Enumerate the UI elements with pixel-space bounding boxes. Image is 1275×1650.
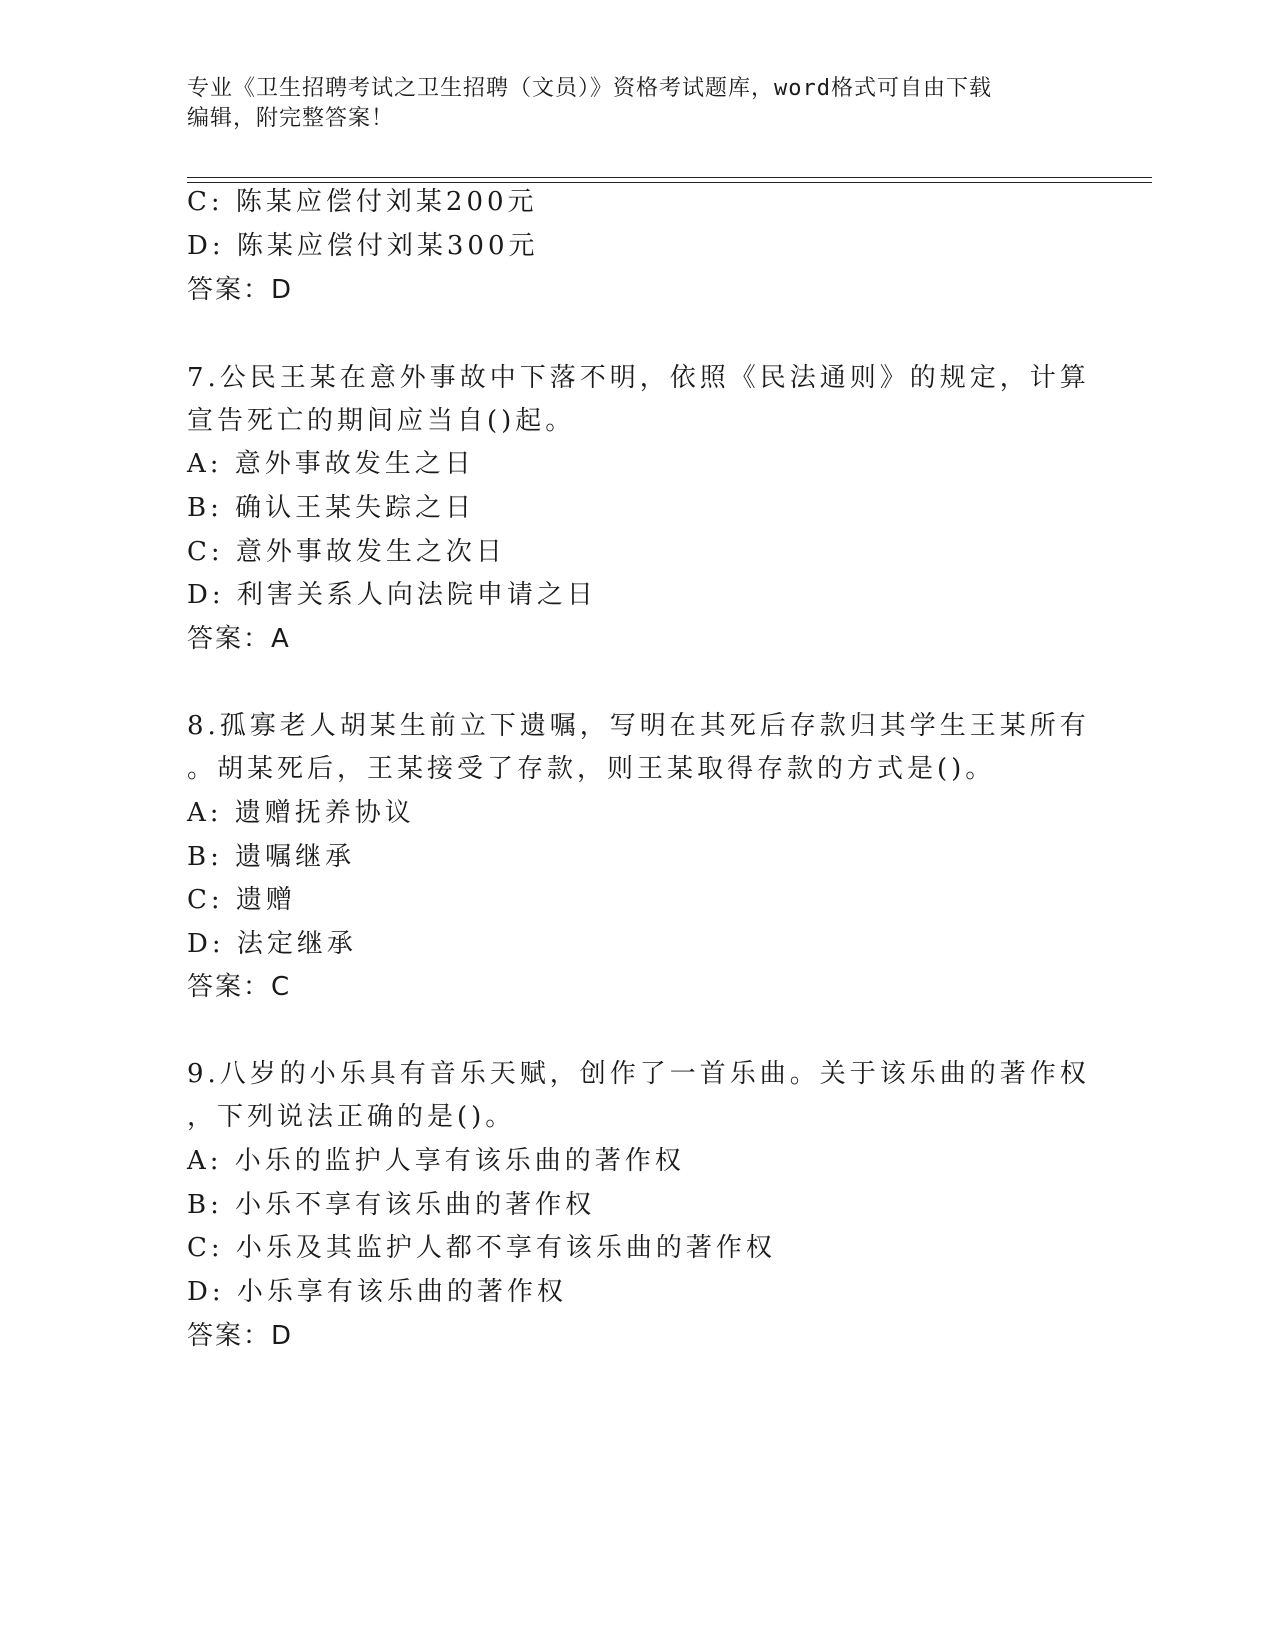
question-9-option-a: A: 小乐的监护人享有该乐曲的著作权 bbox=[187, 1146, 685, 1176]
header-divider-top bbox=[187, 177, 1152, 178]
question-7-option-b: B: 确认王某失踪之日 bbox=[187, 493, 476, 523]
question-7-stem-line-1: 7.公民王某在意外事故中下落不明，依照《民法通则》的规定，计算 bbox=[187, 363, 1090, 393]
question-8-stem-line-2: 。胡某死后，王某接受了存款，则王某取得存款的方式是()。 bbox=[187, 754, 996, 784]
question-8-option-d: D: 法定继承 bbox=[187, 929, 357, 959]
option-d: D: 陈某应偿付刘某300元 bbox=[187, 231, 539, 261]
question-8-option-a: A: 遗赠抚养协议 bbox=[187, 798, 415, 828]
question-8-stem-line-1: 8.孤寡老人胡某生前立下遗嘱，写明在其死后存款归其学生王某所有 bbox=[187, 711, 1090, 741]
question-7-option-d: D: 利害关系人向法院申请之日 bbox=[187, 580, 597, 610]
question-9-option-b: B: 小乐不享有该乐曲的著作权 bbox=[187, 1190, 596, 1220]
question-8-option-b: B: 遗嘱继承 bbox=[187, 842, 356, 872]
header-title-line-1: 专业《卫生招聘考试之卫生招聘（文员）》资格考试题库，word格式可自由下载 bbox=[187, 76, 992, 101]
header-title-line-2: 编辑，附完整答案！ bbox=[187, 106, 395, 131]
question-7-answer: 答案：A bbox=[187, 624, 291, 654]
question-8-option-c: C: 遗赠 bbox=[187, 885, 296, 915]
question-7-option-c: C: 意外事故发生之次日 bbox=[187, 537, 506, 567]
question-8-answer: 答案：C bbox=[187, 972, 292, 1002]
question-9-option-d: D: 小乐享有该乐曲的著作权 bbox=[187, 1277, 567, 1307]
question-9-answer: 答案：D bbox=[187, 1321, 294, 1351]
question-9-stem-line-1: 9.八岁的小乐具有音乐天赋，创作了一首乐曲。关于该乐曲的著作权 bbox=[187, 1059, 1090, 1089]
question-7-stem-line-2: 宣告死亡的期间应当自()起。 bbox=[187, 406, 576, 436]
header-divider-bottom bbox=[187, 182, 1152, 183]
option-c: C: 陈某应偿付刘某200元 bbox=[187, 187, 538, 217]
question-9-option-c: C: 小乐及其监护人都不享有该乐曲的著作权 bbox=[187, 1233, 776, 1263]
question-9-stem-line-2: ，下列说法正确的是()。 bbox=[187, 1102, 516, 1132]
answer-label: 答案：D bbox=[187, 275, 294, 305]
document-header bbox=[187, 74, 1087, 134]
question-7-option-a: A: 意外事故发生之日 bbox=[187, 449, 475, 479]
